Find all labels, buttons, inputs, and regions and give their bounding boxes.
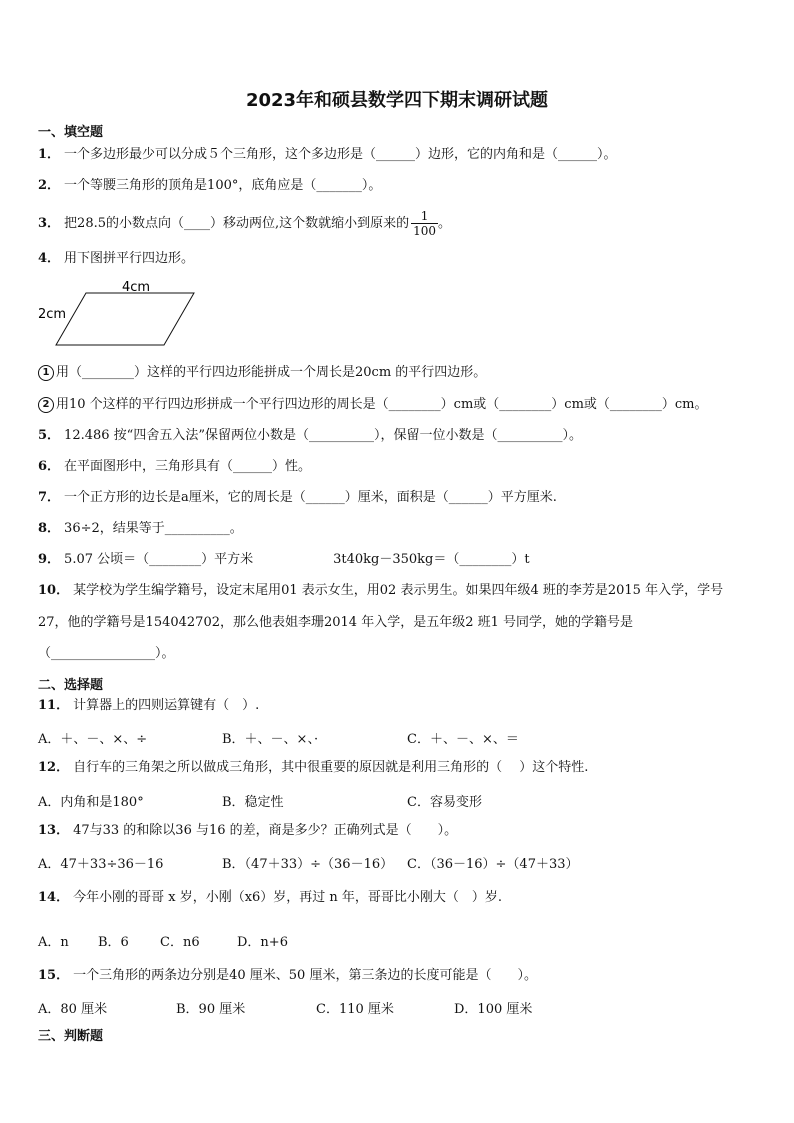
option-b: B．6 [98,935,129,950]
question-text: 5.07 公顷＝（________）平方米 [64,552,254,567]
option-c: C．（36－16）÷（47＋33） [407,857,579,872]
question-text: 自行车的三角架之所以做成三角形，其中很重要的原因就是利用三角形的（ ）这个特性. [73,760,589,775]
option-d: D．n+6 [237,935,288,950]
question-2 [38,177,381,195]
circled-number: 1 [38,365,54,381]
question-number: 8． [38,521,61,536]
question-12 [38,759,588,777]
question-text: 一个正方形的边长是a厘米，它的周长是（______）厘米，面积是（______）平方厘米. [64,490,557,505]
option-c: C．110 厘米 [316,1002,394,1017]
question-1 [38,146,617,164]
question-number: 1． [38,147,61,162]
option-c: C．容易变形 [407,795,482,810]
page-title: 2023年和硕县数学四下期末调研试题 [245,90,549,111]
question-text: 用10 个这样的平行四边形拼成一个平行四边形的周长是（________）cm或（________）cm或（________）cm。 [56,397,708,412]
fraction-denominator: 100 [413,224,437,238]
question-6 [38,458,311,476]
question-14 [38,889,502,907]
question-11 [38,697,259,715]
option-c: C．n6 [160,935,200,950]
left-side-label: 2cm [38,307,67,322]
option-b: B．（47＋33）÷（36－16） [222,857,394,872]
question-text: 用下图拼平行四边形。 [64,251,195,266]
question-text: 一个三角形的两条边分别是40 厘米、50 厘米，第三条边的长度可能是（ ）。 [73,968,537,983]
option-a: A．80 厘米 [38,1002,108,1017]
question-number: 7． [38,490,61,505]
question-number: 12． [38,760,70,775]
circled-number: 2 [38,397,54,413]
question-text-2: 3t40kg－350kg＝（________）t [333,552,530,567]
question-13 [38,822,457,840]
question-number: 3． [38,216,61,231]
question-10-line-3: （________________）。 [38,646,175,661]
question-text: 在平面图形中，三角形具有（______）性。 [64,459,312,474]
parallelogram-figure [36,278,206,348]
question-text: 今年小刚的哥哥 x 岁，小刚（x6）岁，再过 n 年，哥哥比小刚大（ ）岁. [73,890,503,905]
question-number: 11． [38,698,70,713]
question-4-part-2 [38,396,708,414]
section-true-false: 三、判断题 [38,1029,104,1044]
question-text: 计算器上的四则运算键有（ ）. [73,698,260,713]
question-5 [38,427,582,445]
option-b: B．90 厘米 [176,1002,246,1017]
question-text: 36÷2，结果等于__________。 [64,521,243,536]
top-side-label: 4cm [122,280,151,295]
question-text: 12.486 按“四舍五入法”保留两位小数是（__________），保留一位小数是（__________）。 [64,428,582,443]
question-7 [38,489,557,507]
question-3 [38,207,451,241]
option-b: B．＋、－、×、· [222,732,319,747]
question-number: 15． [38,968,70,983]
option-a: A．n [38,935,69,950]
question-number: 9． [38,552,61,567]
option-a: A．＋、－、×、÷ [38,732,148,747]
fraction [411,209,438,238]
option-b: B．稳定性 [222,795,284,810]
question-number: 2． [38,178,61,193]
question-text: 用（________）这样的平行四边形能拼成一个周长是20cm 的平行四边形。 [56,365,487,380]
option-d: D．100 厘米 [454,1002,533,1017]
question-number: 10． [38,583,70,598]
question-number: 14． [38,890,70,905]
question-number: 13． [38,823,70,838]
question-10 [38,582,723,600]
question-15 [38,967,537,985]
question-number: 6． [38,459,61,474]
question-text: 把28.5的小数点向（____）移动两位,这个数就缩小到原来的 [64,216,410,231]
question-4 [38,250,194,268]
question-text: 一个多边形最少可以分成５个三角形，这个多边形是（______）边形，它的内角和是（______）。 [64,147,617,162]
option-a: A．47＋33÷36－16 [38,857,164,872]
parallelogram-shape [56,293,194,345]
question-4-part-1 [38,364,486,382]
question-number: 4． [38,251,61,266]
fraction-numerator: 1 [411,209,438,224]
question-9 [38,551,530,569]
section-multiple-choice: 二、选择题 [38,678,104,693]
section-fill-blank: 一、填空题 [38,125,104,140]
question-text: 47与33 的和除以36 与16 的差，商是多少？正确列式是（ ）。 [73,823,458,838]
question-number: 5． [38,428,61,443]
question-end: 。 [438,216,452,231]
question-text-line-1: 某学校为学生编学籍号，设定末尾用01 表示女生，用02 表示男生。如果四年级4 班的李芳是2015 年入学，学号 [73,583,724,598]
option-c: C．＋、－、×、＝ [407,732,519,747]
option-a: A．内角和是180° [38,795,144,810]
question-8 [38,520,243,538]
question-10-line-2: 27，他的学籍号是154042702，那么他表姐李珊2014 年入学，是五年级2 班1 号同学，她的学籍号是 [38,615,634,630]
question-text: 一个等腰三角形的顶角是100°，底角应是（_______）。 [64,178,382,193]
